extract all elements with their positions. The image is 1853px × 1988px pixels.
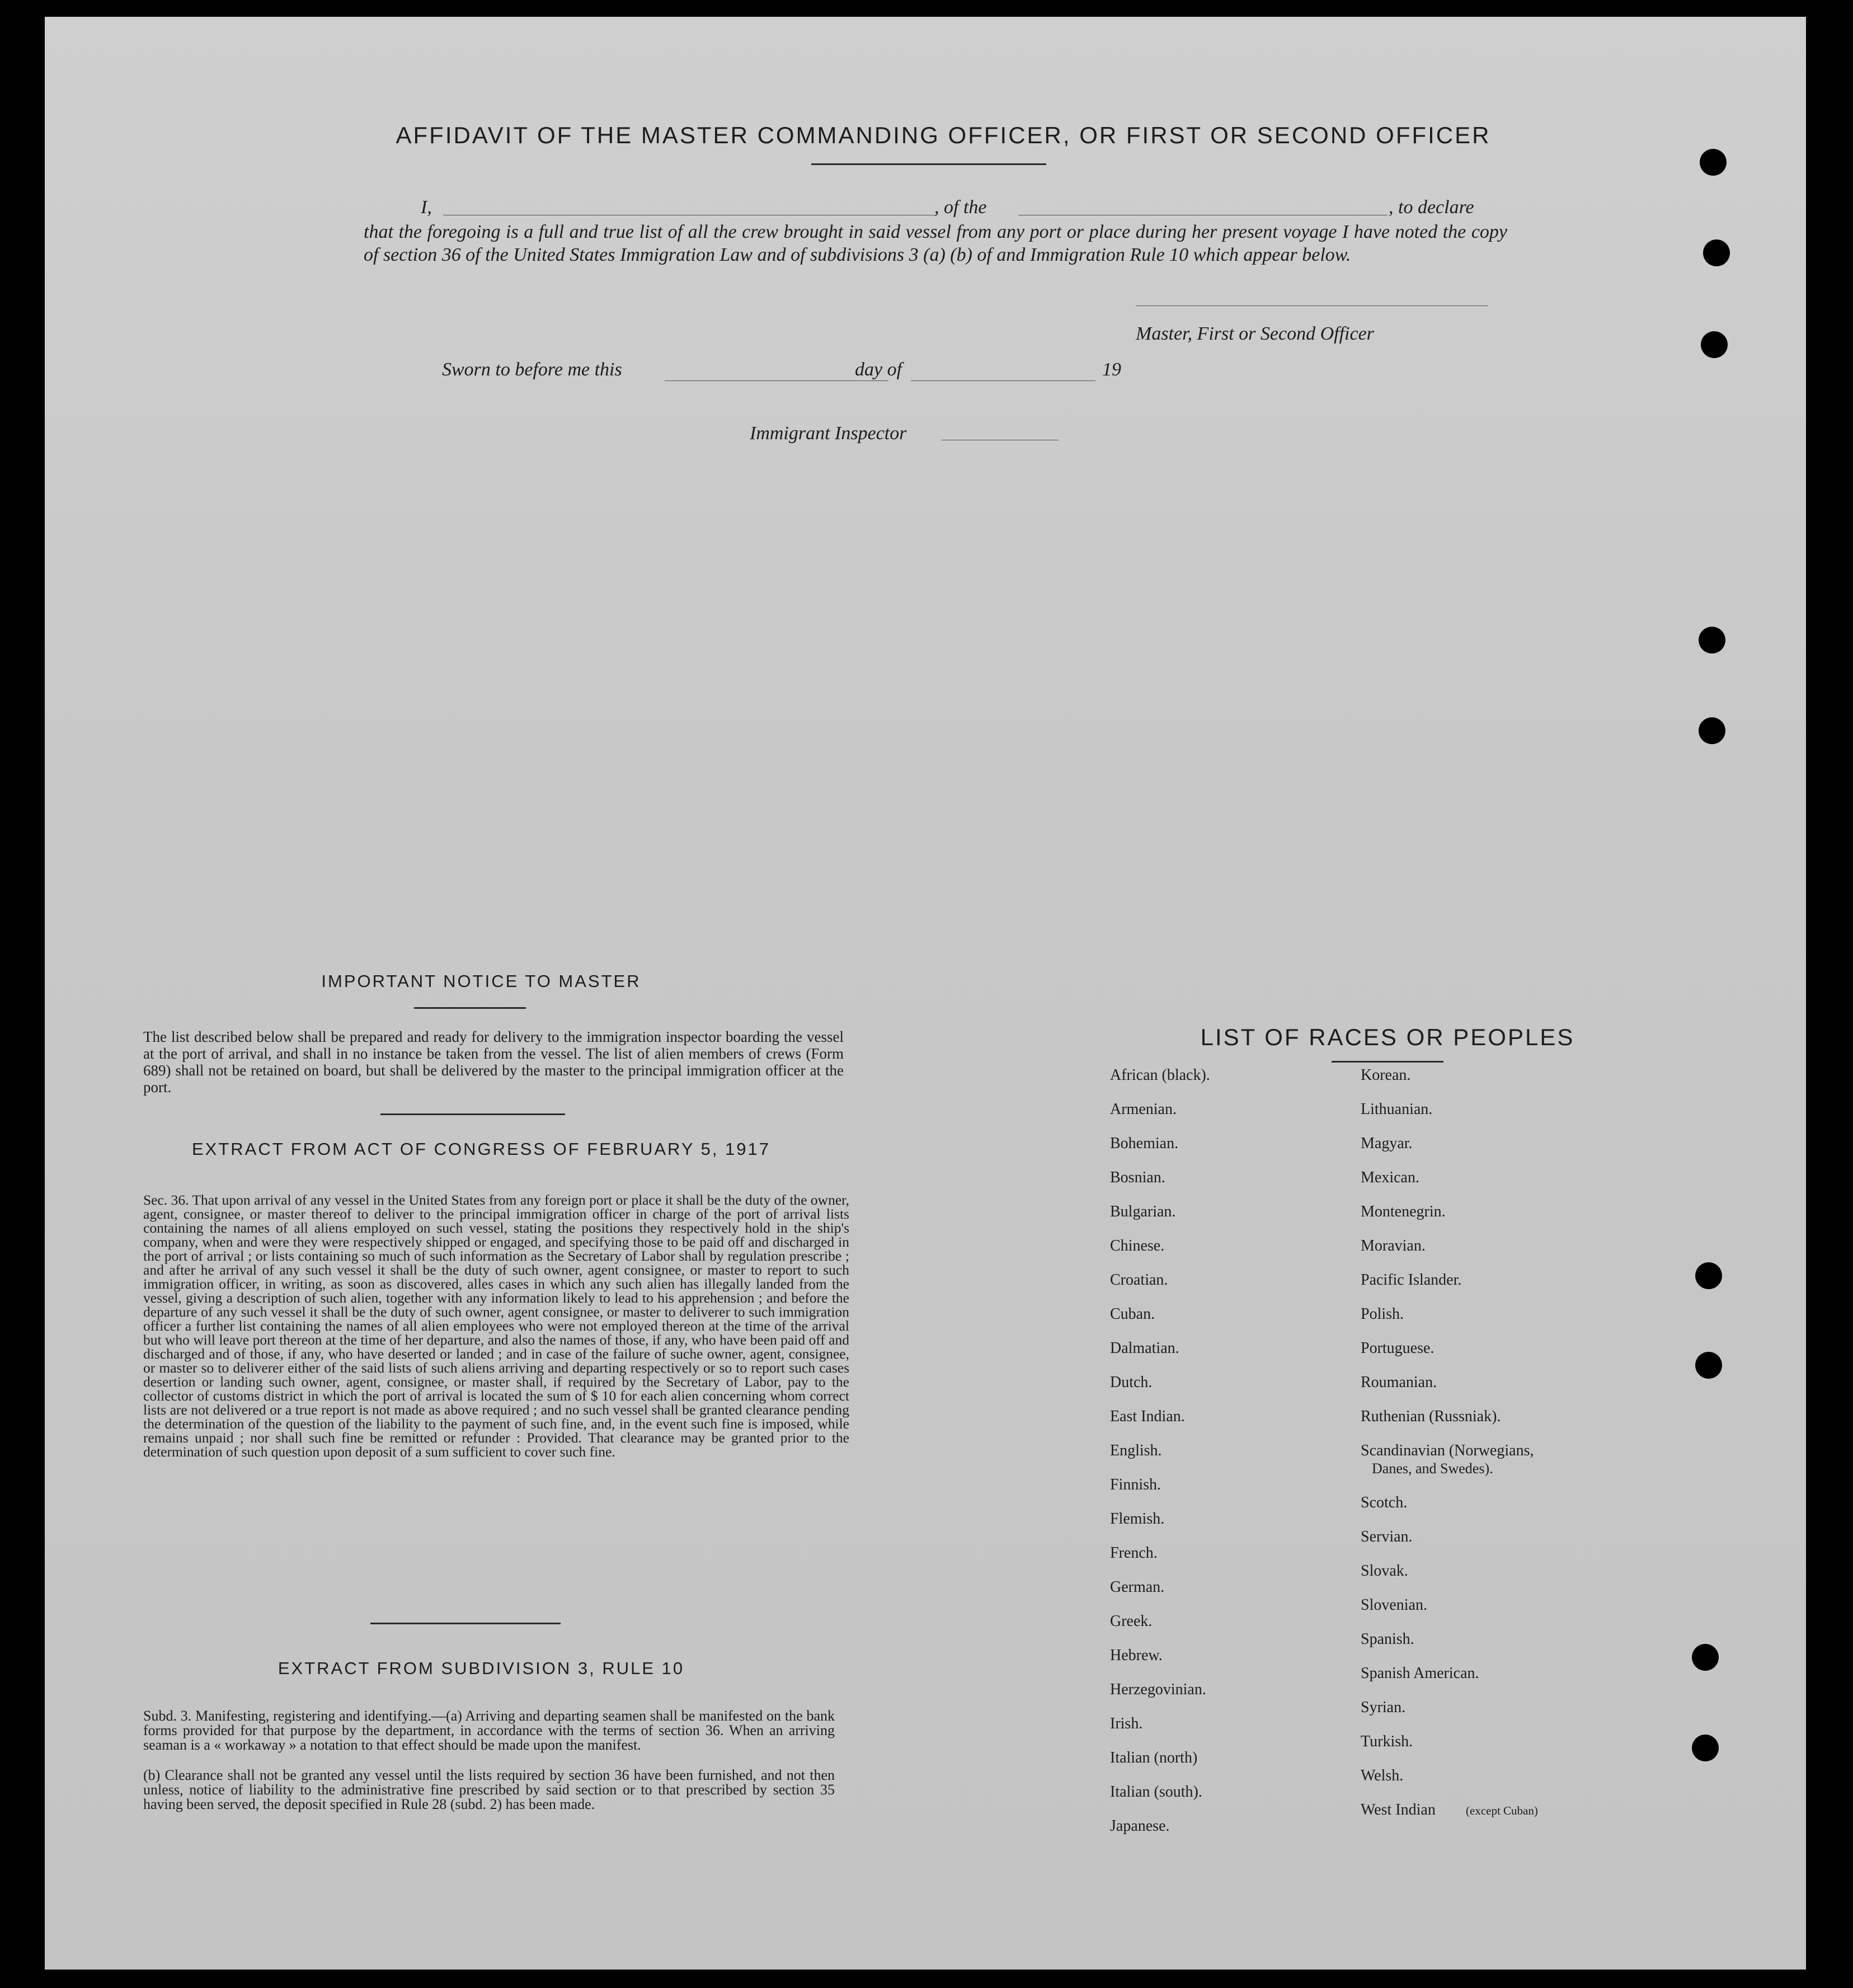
race-item: English.	[1110, 1442, 1162, 1459]
race-item: Bosnian.	[1110, 1169, 1165, 1186]
race-item: Slovak.	[1361, 1562, 1408, 1580]
race-item: Bulgarian.	[1110, 1203, 1176, 1220]
binder-hole	[1695, 1352, 1722, 1379]
extract-act-text: Sec. 36. That upon arrival of any vessel in the United States from any foreign port or place it shall be the duty of the owner, agent, consignee, or master thereof to deliver to the principal immigration officer in charge of the port of arrival lists containing the names of all aliens employed on such vessel, stating the positions they respectively hold in the ship's company, when and were they were respectively shipped or engaged, and specifying those to be paid off and discharged in the port of arrival ; or lists containing so much of such information as the Secretary of Labor shall by regulation prescribe ; and after he arrival of any such vessel it shall be the duty of such owner, agent consignee, or master to report to such immigration officer, in writing, as soon as discovered, alles cases in which any such alien has illegally landed from the vessel, giving a description of such alien, together with any information likely to lead to his apprehension ; and before the departure of any such vessel it shall be the duty of such owner, agent consignee, or master to deliverer to such immigration officer a further list containing the names of all alien employees who were not employed thereon at the time of the arrival but who will leave port thereon at the time of her departure, and also the names of those, if any, who have been paid off and discharged and of those, if any, who have deserted or landed ; and in case of the failure of suche owner, agent, consignee, or master so to deliverer either of the said lists of such aliens arriving and departing respectively or so to report such cases desertion or landing such owner, agent, consignee, or master shall, if required by the Secretary of Labor, pay to the collector of customs district in which the port of arrival is located the sum of $ 10 for each alien concerning whom correct lists are not delivered or a true report is not made as above required ; and no such vessel shall be granted clearance pending the determination of the question of the liability to the payment of such fine, and, in the event such fine is imposed, while remains unpaid ; nor shall such fine be remitted or refunder : Provided. That clearance may be granted prior to the determination of such question upon deposit of a sum sufficient to cover such fine.	[143, 1192, 849, 1460]
binder-hole	[1703, 239, 1730, 266]
binder-hole	[1692, 1735, 1719, 1761]
extract-rule-text-a: Subd. 3. Manifesting, registering and identifying.—(a) Arriving and departing seamen shall be manifested on the bank forms provided for that purpose by the department, in accordance with the terms of section 36. When an arriving seaman is a « workaway » a notation to that effect should be made upon the manifest.	[143, 1708, 835, 1753]
race-item: Italian (south).	[1110, 1783, 1202, 1801]
day-of-label: day of	[855, 359, 902, 380]
document-page	[45, 17, 1806, 1970]
race-item: Chinese.	[1110, 1237, 1165, 1254]
binder-hole	[1695, 1262, 1722, 1289]
extract-act-title: EXTRACT FROM ACT OF CONGRESS OF FEBRUARY 5, 1917	[191, 1139, 771, 1159]
race-item: Finnish.	[1110, 1476, 1161, 1493]
signature-label: Master, First or Second Officer	[1136, 323, 1374, 344]
race-item: Roumanian.	[1361, 1374, 1437, 1391]
race-item: Italian (north)	[1110, 1749, 1198, 1766]
race-item: Moravian.	[1361, 1237, 1426, 1254]
race-item: Lithuanian.	[1361, 1101, 1433, 1118]
race-item: Dalmatian.	[1110, 1340, 1179, 1357]
race-item: Welsh.	[1361, 1767, 1404, 1784]
affidavit-title: AFFIDAVIT OF THE MASTER COMMANDING OFFICER, OR FIRST OR SECOND OFFICER	[396, 122, 1491, 148]
race-item-note: (except Cuban)	[1466, 1804, 1538, 1817]
race-item: Servian.	[1361, 1528, 1413, 1545]
binder-hole	[1699, 717, 1725, 744]
year-label: 19	[1102, 359, 1121, 380]
race-item: Slovenian.	[1361, 1596, 1427, 1614]
race-item: Syrian.	[1361, 1699, 1406, 1716]
race-item: Flemish.	[1110, 1510, 1165, 1528]
affidavit-paragraph: that the foregoing is a full and true list of all the crew brought in said vessel from any port or place during her present voyage I have noted the copy of section 36 of the United States Immigration Law and of subdivisions 3 (a) (b) of and Immigration Rule 10 which appear below.	[364, 222, 1507, 265]
race-item: Korean.	[1361, 1066, 1411, 1084]
binder-hole	[1700, 149, 1727, 176]
race-item: Mexican.	[1361, 1169, 1419, 1186]
race-item: Scandinavian (Norwegians,	[1361, 1442, 1534, 1459]
race-item: Cuban.	[1110, 1305, 1155, 1323]
race-item: African (black).	[1110, 1066, 1210, 1084]
declaration-to-declare: , to declare	[1389, 197, 1474, 218]
race-item: French.	[1110, 1544, 1158, 1562]
sworn-label: Sworn to before me this	[442, 359, 622, 380]
binder-hole	[1692, 1644, 1719, 1671]
notice-divider	[380, 1113, 565, 1115]
race-item: Hebrew.	[1110, 1647, 1163, 1664]
race-item: Herzegovinian.	[1110, 1681, 1206, 1698]
race-item: Armenian.	[1110, 1101, 1177, 1118]
race-item: Pacific Islander.	[1361, 1271, 1462, 1289]
race-item: Japanese.	[1110, 1817, 1170, 1835]
race-item: German.	[1110, 1578, 1165, 1596]
race-item: Ruthenian (Russniak).	[1361, 1408, 1501, 1425]
notice-title: IMPORTANT NOTICE TO MASTER	[321, 971, 641, 991]
declaration-of-the: , of the	[934, 197, 987, 218]
race-item: Dutch.	[1110, 1374, 1153, 1391]
notice-underline	[414, 1007, 526, 1009]
extract-rule-title: EXTRACT FROM SUBDIVISION 3, RULE 10	[278, 1658, 685, 1678]
affidavit-declaration-line	[421, 196, 1506, 219]
sworn-day-blank[interactable]	[665, 380, 888, 381]
race-item: Danes, and Swedes).	[1372, 1460, 1493, 1477]
race-item: Spanish.	[1361, 1630, 1414, 1648]
extract-rule-text-b: (b) Clearance shall not be granted any vessel until the lists required by section 36 have been furnished, and not then unless, notice of liability to the administrative fine prescribed by said section or to that prescribed by section 35 having been served, the deposit specified in Rule 28 (subd. 2) has been made.	[143, 1767, 835, 1812]
race-item: West Indian	[1361, 1801, 1436, 1818]
race-item: Irish.	[1110, 1715, 1143, 1732]
race-item: Greek.	[1110, 1613, 1153, 1630]
race-item: Montenegrin.	[1361, 1203, 1446, 1220]
race-item: Croatian.	[1110, 1271, 1168, 1289]
declaration-i: I,	[421, 197, 432, 218]
race-item: Scotch.	[1361, 1494, 1408, 1511]
races-underline	[1332, 1061, 1443, 1063]
inspector-label: Immigrant Inspector	[750, 423, 907, 444]
extract-act-divider	[370, 1623, 561, 1624]
binder-hole	[1701, 331, 1728, 358]
binder-hole	[1699, 627, 1725, 654]
race-item: Bohemian.	[1110, 1135, 1179, 1152]
race-item: Magyar.	[1361, 1135, 1413, 1152]
notice-text: The list described below shall be prepared and ready for delivery to the immigration inspector boarding the vessel at the port of arrival, and shall in no instance be taken from the vessel. The list of alien members of crews (Form 689) shall not be retained on board, but shall be delivered by the master to the principal immigration officer at the port.	[143, 1028, 844, 1096]
race-item: Portuguese.	[1361, 1340, 1435, 1357]
race-item: Spanish American.	[1361, 1665, 1479, 1682]
race-item: East Indian.	[1110, 1408, 1185, 1425]
month-blank[interactable]	[911, 380, 1095, 381]
races-title: LIST OF RACES OR PEOPLES	[1200, 1024, 1575, 1050]
title-underline	[811, 163, 1046, 165]
race-item: Polish.	[1361, 1305, 1404, 1323]
race-item: Turkish.	[1361, 1733, 1413, 1750]
